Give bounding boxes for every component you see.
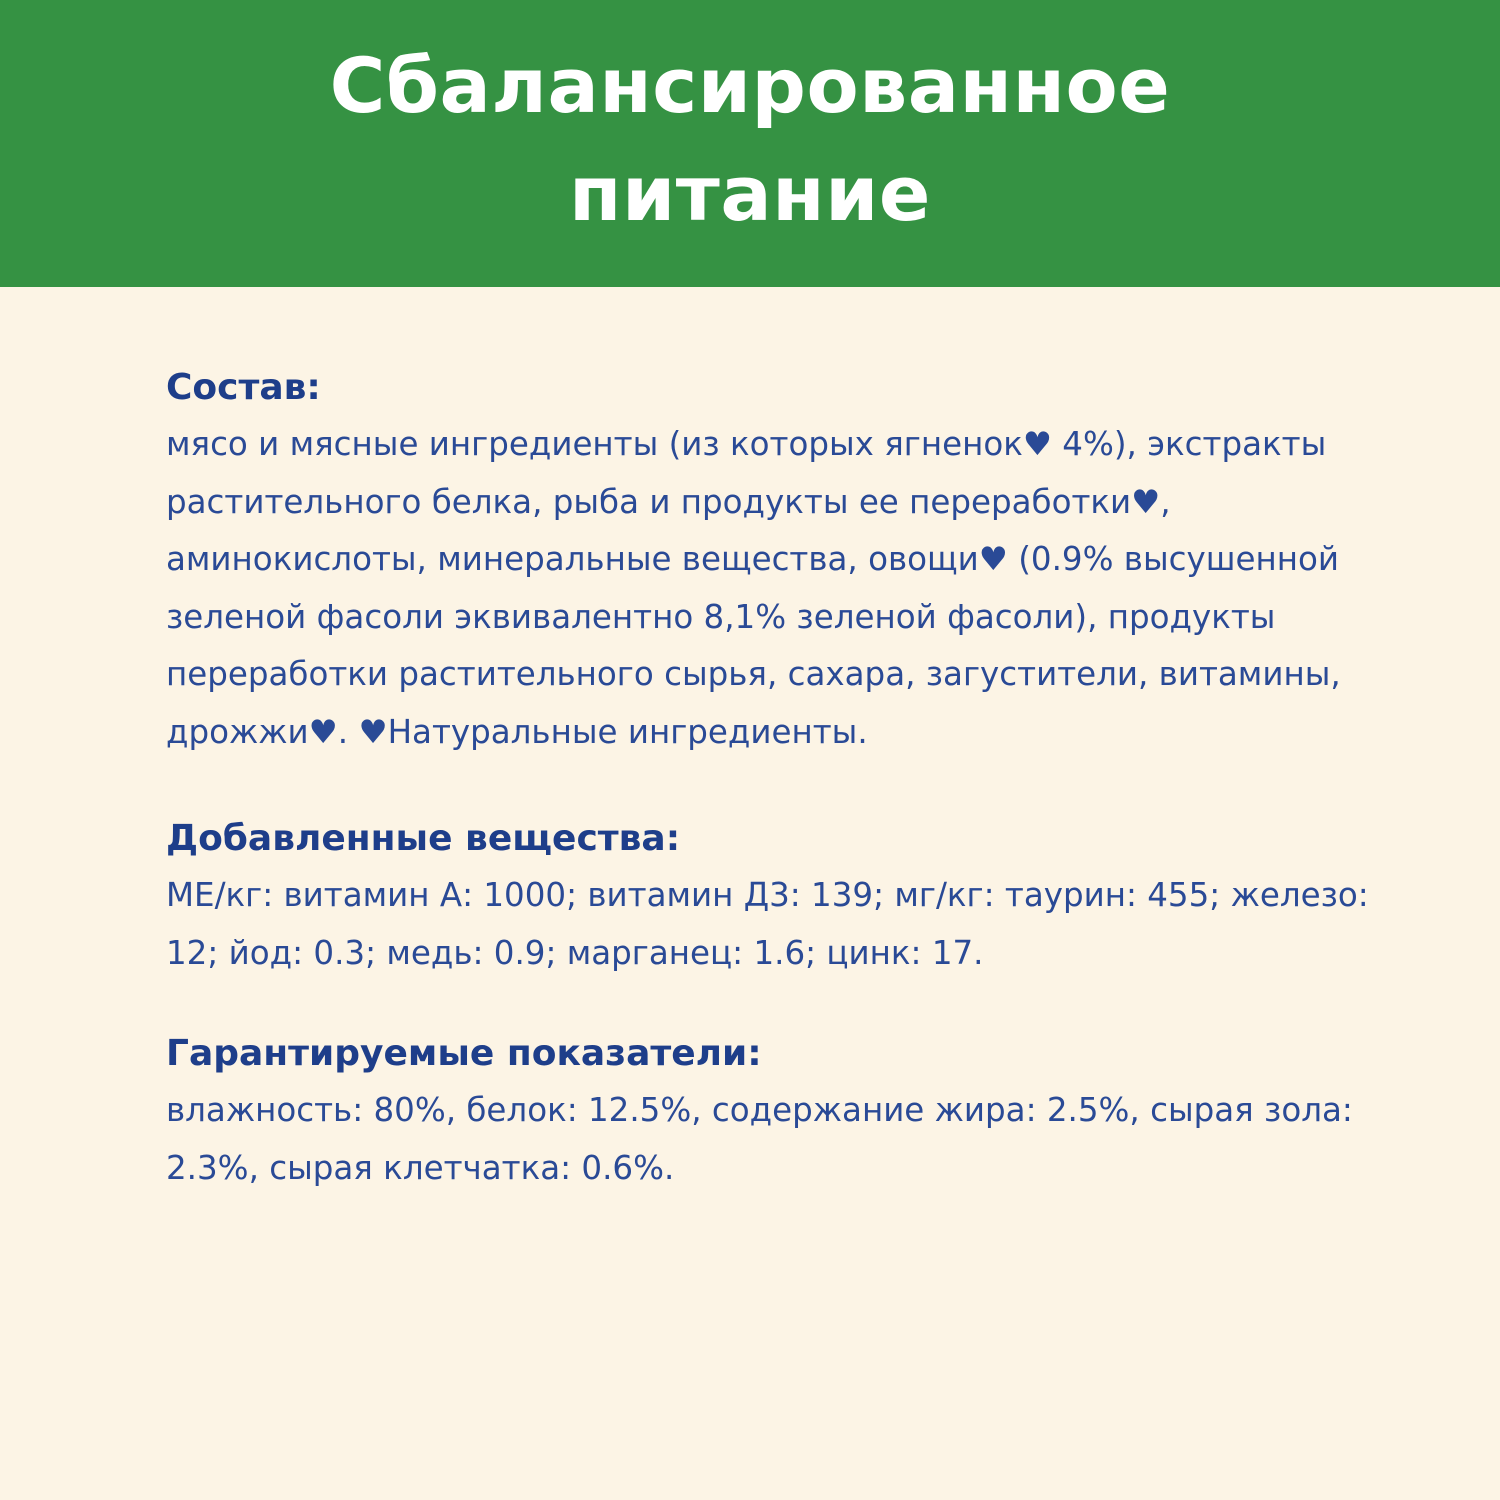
additives-heading: Добавленные вещества: xyxy=(166,818,681,859)
composition-text: мясо и мясные ингредиенты (из которых ягненок♥ 4%), экстракты растительного белка, рыба и продукты ее переработки♥, аминокислоты, минеральные вещества, овощи♥ (0.9% высушенной зеленой фасоли эквивалентно 8,1% зеленой фасоли), продукты переработки растительного сырья, сахара, загустители, витамины, дрожжи♥. ♥Натуральные ингредиенты. xyxy=(166,425,1341,751)
guaranteed-analysis-text: влажность: 80%, белок: 12.5%, содержание жира: 2.5%, сырая зола: 2.3%, сырая клетчатка: 0.6%. xyxy=(166,1091,1353,1187)
page-title: Сбалансированное питание xyxy=(329,40,1171,238)
additives-text: МЕ/кг: витамин А: 1000; витамин Д3: 139; мг/кг: таурин: 455; железо: 12; йод: 0.3; медь: 0.9; марганец: 1.6; цинк: 17. xyxy=(166,876,1369,972)
content-area xyxy=(166,360,1406,1197)
additives-section xyxy=(166,811,1406,982)
composition-section xyxy=(166,360,1406,761)
composition-heading: Состав: xyxy=(166,367,321,408)
guaranteed-analysis-heading: Гарантируемые показатели: xyxy=(166,1033,762,1074)
header-banner xyxy=(0,0,1500,287)
guaranteed-analysis-section xyxy=(166,1026,1406,1197)
